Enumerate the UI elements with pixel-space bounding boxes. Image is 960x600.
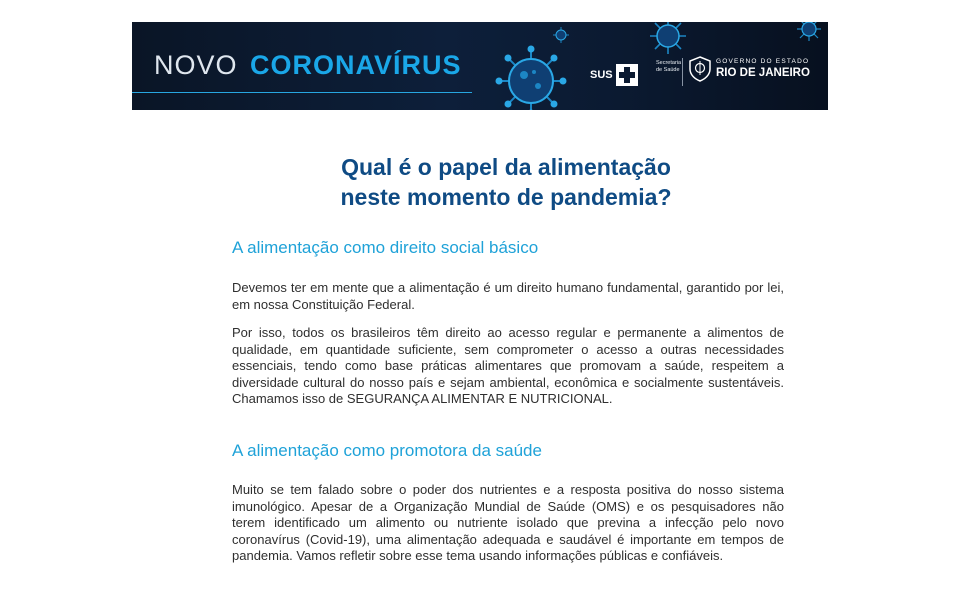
gov-label-line2: RIO DE JANEIRO	[716, 66, 810, 79]
section-heading-promotora-saude: A alimentação como promotora da saúde	[232, 441, 542, 460]
page-title	[200, 152, 812, 212]
sus-logo	[590, 64, 638, 86]
banner-title-prefix: NOVO	[154, 50, 238, 80]
logo-divider	[682, 58, 683, 86]
section-heading-direito-social: A alimentação como direito social básico	[232, 238, 539, 257]
banner-underline	[132, 92, 472, 93]
sus-label: SUS	[590, 69, 613, 81]
banner-title-highlight: CORONAVÍRUS	[250, 50, 462, 80]
page-title-line2: neste momento de pandemia?	[340, 184, 672, 210]
state-coat-of-arms-icon	[688, 56, 712, 82]
section-2-paragraph-1: Muito se tem falado sobre o poder dos nutrientes e a resposta positiva do nosso sistema imunológico. Apesar de a Organização Mundial de Saúde (OMS) e os pesquisadores não terem identificado um alimento ou nutriente isolado que previna a infecção pelo novo coronavírus (Covid-19), uma alimentação adequada e saudável é importante em tempos de pandemia. Vamos refletir sobre esse tema usando informações públicas e confiáveis.	[232, 482, 784, 564]
page-title-line1: Qual é o papel da alimentação	[341, 154, 671, 180]
virus-small-icon	[552, 26, 570, 44]
virus-corner-icon	[796, 22, 822, 42]
header-banner	[132, 22, 828, 110]
banner-title	[154, 50, 462, 81]
gov-logo	[688, 56, 810, 82]
gov-label-line1: GOVERNO DO ESTADO	[716, 58, 810, 65]
secretaria-label: Secretaria de Saúde	[656, 60, 682, 73]
sus-cross-icon	[616, 64, 638, 86]
virus-large-icon	[494, 44, 568, 110]
virus-medium-icon	[648, 22, 688, 56]
section-1-paragraph-1: Devemos ter em mente que a alimentação é um direito humano fundamental, garantido por lei, em nossa Constituição Federal.	[232, 280, 784, 312]
section-1-paragraph-2: Por isso, todos os brasileiros têm direito ao acesso regular e permanente a alimentos de qualidade, em quantidade suficiente, sem comprometer o acesso a outras necessidades essenciais, tendo como base práticas alimentares que promovam a saúde, respeitem a diversidade cultural do nosso país e sejam ambiental, econômica e socialmente sustentáveis. Chamamos isso de SEGURANÇA ALIMENTAR E NUTRICIONAL.	[232, 325, 784, 407]
